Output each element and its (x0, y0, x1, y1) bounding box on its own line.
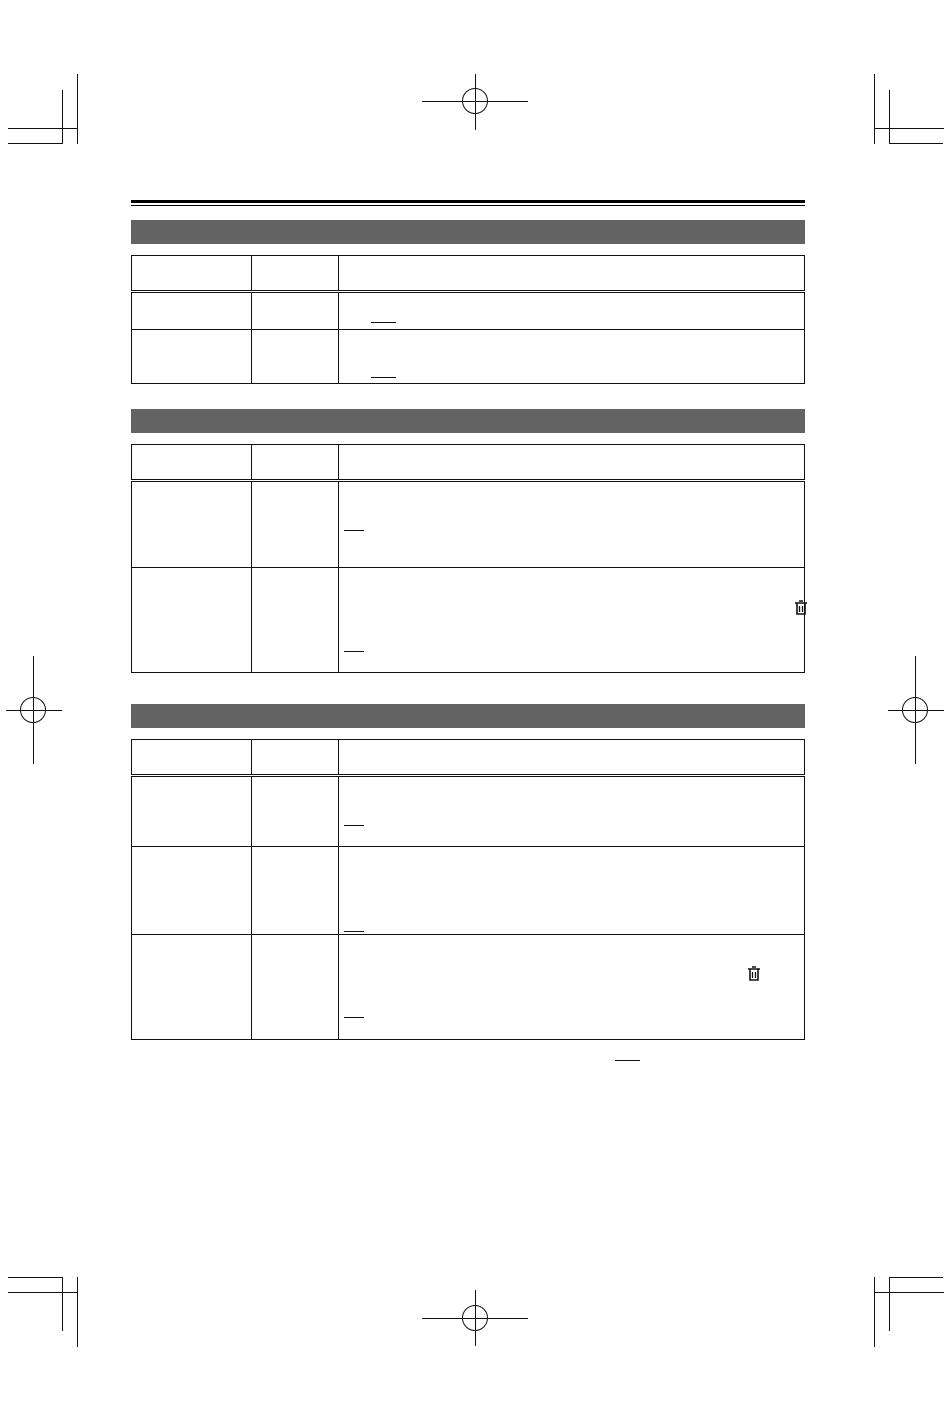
description-cell (339, 935, 805, 1040)
column-header-description (339, 445, 805, 481)
item-cell (132, 330, 252, 384)
item-cell (132, 935, 252, 1040)
item-cell (132, 481, 252, 568)
setting-cell (252, 292, 339, 330)
description-cell (339, 776, 805, 847)
column-header-setting (252, 256, 339, 292)
default-value-underline (344, 931, 364, 932)
column-header-description (339, 740, 805, 776)
item-cell (132, 776, 252, 847)
table-row (132, 481, 805, 568)
table-row (132, 568, 805, 673)
table-row (132, 935, 805, 1040)
column-header-item (132, 256, 252, 292)
setting-cell (252, 568, 339, 673)
header-rule (131, 200, 805, 203)
table-header-row (132, 740, 805, 776)
setting-cell (252, 330, 339, 384)
section-title-bar (131, 220, 805, 244)
table-row (132, 292, 805, 330)
description-cell (339, 292, 805, 330)
column-header-item (132, 445, 252, 481)
settings-table (131, 255, 805, 384)
setting-cell (252, 481, 339, 568)
setting-cell (252, 935, 339, 1040)
table-row (132, 847, 805, 935)
default-value-underline (344, 651, 364, 652)
column-header-description (339, 256, 805, 292)
setting-cell (252, 776, 339, 847)
section-title-bar (131, 704, 805, 728)
trash-icon (747, 966, 761, 982)
default-value-underline (371, 322, 396, 323)
table-row (132, 330, 805, 384)
item-cell (132, 847, 252, 935)
description-cell (339, 481, 805, 568)
column-header-item (132, 740, 252, 776)
settings-table (131, 444, 805, 673)
footnote-underline (615, 1060, 640, 1061)
trash-icon (794, 600, 808, 616)
default-value-underline (371, 377, 396, 378)
default-value-underline (344, 825, 364, 826)
table-header-row (132, 445, 805, 481)
setting-cell (252, 847, 339, 935)
table-row (132, 776, 805, 847)
item-cell (132, 568, 252, 673)
description-cell (339, 847, 805, 935)
default-value-underline (344, 530, 364, 531)
column-header-setting (252, 740, 339, 776)
item-cell (132, 292, 252, 330)
column-header-setting (252, 445, 339, 481)
description-cell (339, 568, 805, 673)
description-cell (339, 330, 805, 384)
table-header-row (132, 256, 805, 292)
header-rule-thin (131, 205, 805, 206)
default-value-underline (344, 1017, 364, 1018)
section-title-bar (131, 409, 805, 433)
settings-table (131, 739, 805, 1040)
